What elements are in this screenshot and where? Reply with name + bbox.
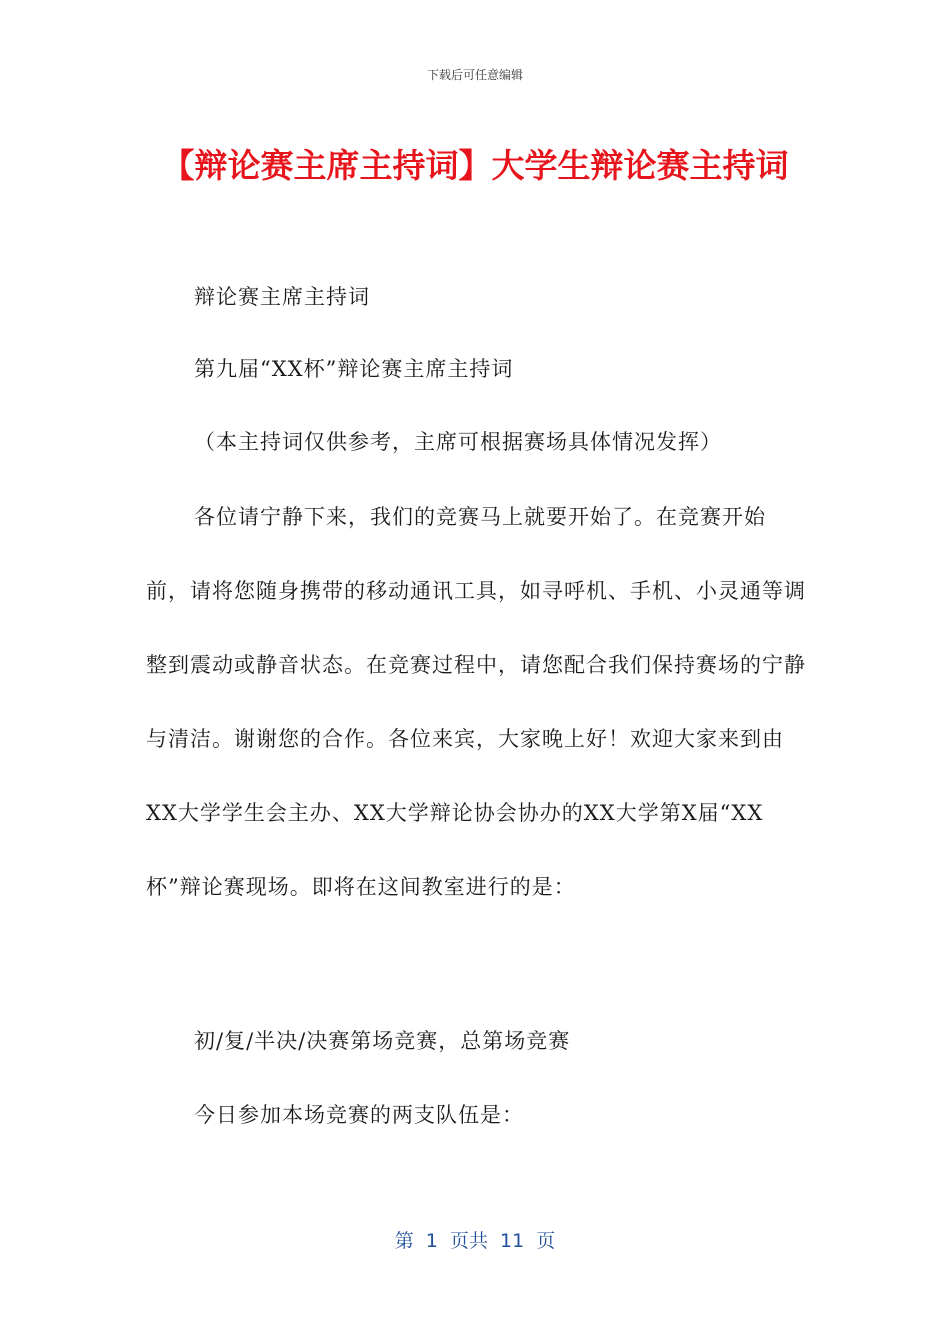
paragraph-text: 辩论赛主席主持词 (194, 285, 370, 309)
paragraph-text: 今日参加本场竞赛的两支队伍是： (194, 1103, 524, 1127)
document-title: 【辩论赛主席主持词】大学生辩论赛主持词 (161, 146, 789, 185)
paragraph-text: （本主持词仅供参考，主席可根据赛场具体情况发挥） (194, 430, 722, 454)
paragraph-4 (146, 480, 806, 924)
paragraph-6 (146, 1078, 806, 1152)
paragraph-text: 第九届“XX杯”辩论赛主席主持词 (194, 357, 514, 381)
paragraph-1 (146, 260, 806, 334)
paragraph-2 (146, 332, 806, 406)
paragraph-text: 初/复/半决/决赛第场竞赛，总第场竞赛 (194, 1029, 571, 1053)
page-footer: 第 1 页共 11 页 (394, 1230, 556, 1252)
page-header: 下载后可任意编辑 (426, 68, 523, 82)
paragraph-3 (146, 405, 806, 479)
paragraph-text: 各位请宁静下来，我们的竞赛马上就要开始了。在竞赛开始前，请将您随身携带的移动通讯工具，如寻呼机、手机、小灵通等调整到震动或静音状态。在竞赛过程中，请您配合我们保持赛场的宁静与清洁。谢谢您的合作。各位来宾，大家晚上好！欢迎大家来到由XX大学学生会主办、XX大学辩论协会协办的XX大学第X届“XX杯”辩论赛现场。即将在这间教室进行的是： (146, 505, 806, 899)
paragraph-5 (146, 1004, 806, 1078)
